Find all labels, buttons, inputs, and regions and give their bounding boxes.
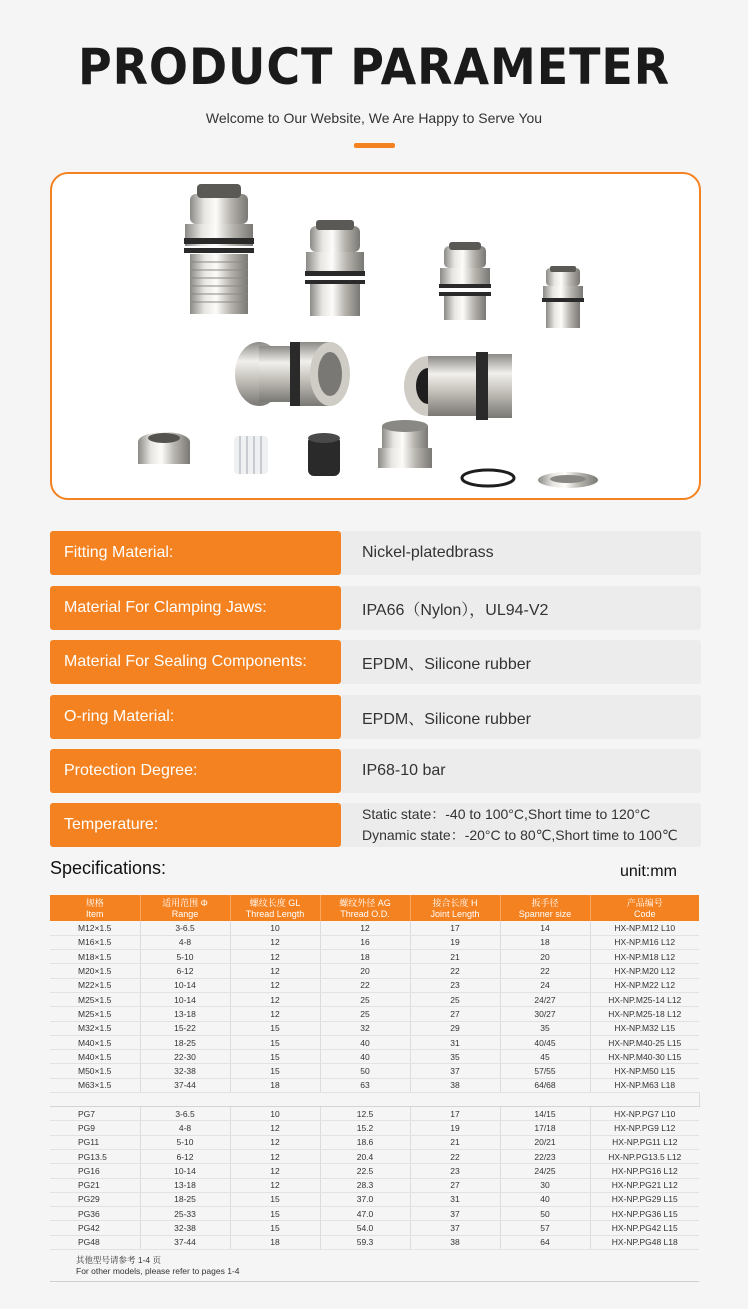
table-cell: M50×1.5	[50, 1064, 140, 1078]
table-cell: 10-14	[140, 978, 230, 992]
table-row	[50, 1207, 699, 1221]
table-cell: PG16	[50, 1164, 140, 1178]
table-cell: M12×1.5	[50, 921, 140, 935]
gland-lying-right	[404, 352, 512, 420]
table-cell: 25-33	[140, 1207, 230, 1221]
table-row	[50, 1021, 699, 1035]
table-cell: 59.3	[320, 1235, 410, 1249]
column-header: 螺纹长度 GL Thread Length	[230, 895, 320, 921]
table-row	[50, 1107, 699, 1121]
table-cell: 10	[230, 921, 320, 935]
table-cell: 12	[320, 921, 410, 935]
table-cell: 6-12	[140, 1149, 230, 1163]
table-cell: 64	[500, 1235, 590, 1249]
param-label: Protection Degree:	[50, 749, 341, 793]
table-cell: 20/21	[500, 1135, 590, 1149]
table-cell: M16×1.5	[50, 935, 140, 949]
param-row-oring-material	[50, 695, 701, 739]
component-body	[378, 420, 432, 468]
page-title: PRODUCT PARAMETER	[77, 38, 671, 96]
table-row	[50, 921, 699, 935]
table-cell: 37	[410, 1207, 500, 1221]
table-cell: M40×1.5	[50, 1050, 140, 1064]
table-cell: 5-10	[140, 950, 230, 964]
table-row	[50, 1192, 699, 1206]
table-cell: 32-38	[140, 1221, 230, 1235]
temperature-dynamic: Dynamic state：-20°C to 80℃,Short time to 100℃	[362, 827, 678, 843]
component-nut	[538, 472, 598, 488]
table-cell: PG29	[50, 1192, 140, 1206]
table-cell: 15	[230, 1207, 320, 1221]
table-cell: 12	[230, 950, 320, 964]
table-cell: 17	[410, 921, 500, 935]
table-cell: 35	[410, 1050, 500, 1064]
table-cell: 57/55	[500, 1064, 590, 1078]
table-cell: 15	[230, 1021, 320, 1035]
table-note-row	[50, 1250, 699, 1282]
table-cell: 37.0	[320, 1192, 410, 1206]
table-cell: 12	[230, 992, 320, 1006]
table-cell: M25×1.5	[50, 992, 140, 1006]
table-cell: 22	[320, 978, 410, 992]
table-cell: 37	[410, 1221, 500, 1235]
table-cell: 23	[410, 1164, 500, 1178]
table-cell: HX-NP.PG13.5 L12	[590, 1149, 699, 1163]
table-row	[50, 978, 699, 992]
table-row	[50, 1035, 699, 1049]
table-cell: 24	[500, 978, 590, 992]
param-label: Fitting Material:	[50, 531, 341, 575]
table-cell: 22	[500, 964, 590, 978]
param-value: Nickel-platedbrass	[341, 531, 701, 575]
component-cap	[138, 432, 190, 464]
param-value: IP68-10 bar	[341, 749, 701, 793]
table-cell: PG11	[50, 1135, 140, 1149]
param-label: O-ring Material:	[50, 695, 341, 739]
table-cell: 18	[230, 1235, 320, 1249]
column-header: 螺纹外径 AG Thread O.D.	[320, 895, 410, 921]
table-cell: 13-18	[140, 1007, 230, 1021]
table-cell: 25	[410, 992, 500, 1006]
table-cell: PG13.5	[50, 1149, 140, 1163]
table-cell: HX-NP.M22 L12	[590, 978, 699, 992]
table-cell: HX-NP.M25-18 L12	[590, 1007, 699, 1021]
table-cell: 15	[230, 1221, 320, 1235]
table-cell: 27	[410, 1178, 500, 1192]
table-cell: HX-NP.M50 L15	[590, 1064, 699, 1078]
table-cell: 18	[230, 1078, 320, 1092]
table-cell: 12	[230, 978, 320, 992]
table-cell: 15-22	[140, 1021, 230, 1035]
table-cell: 32-38	[140, 1064, 230, 1078]
gland-lying-left	[235, 342, 350, 406]
table-cell: 23	[410, 978, 500, 992]
param-label: Temperature:	[50, 803, 341, 847]
table-cell: M20×1.5	[50, 964, 140, 978]
gland-tiny	[542, 266, 584, 328]
table-cell: 20	[500, 950, 590, 964]
table-cell: HX-NP.PG11 L12	[590, 1135, 699, 1149]
param-value: IPA66（Nylon），UL94-V2	[341, 586, 701, 630]
table-cell: 10-14	[140, 992, 230, 1006]
table-cell: 12	[230, 1135, 320, 1149]
temperature-static: Static state：-40 to 100°C,Short time to 120°C	[362, 806, 651, 822]
column-header: 产品编号 Code	[590, 895, 699, 921]
table-cell: 3-6.5	[140, 1107, 230, 1121]
table-cell: 15	[230, 1035, 320, 1049]
accent-divider	[354, 143, 395, 148]
param-label: Material For Clamping Jaws:	[50, 586, 341, 630]
table-row	[50, 1050, 699, 1064]
unit-label: unit:mm	[620, 863, 677, 880]
table-cell: 45	[500, 1050, 590, 1064]
table-cell: HX-NP.M20 L12	[590, 964, 699, 978]
table-cell: HX-NP.M40-30 L15	[590, 1050, 699, 1064]
table-cell: 19	[410, 935, 500, 949]
table-cell: HX-NP.PG9 L12	[590, 1121, 699, 1135]
table-note	[50, 1250, 699, 1282]
table-cell: 12	[230, 935, 320, 949]
table-cell: HX-NP.PG29 L15	[590, 1192, 699, 1206]
table-cell: 14	[500, 921, 590, 935]
table-cell: 40	[500, 1192, 590, 1206]
gland-medium	[305, 220, 365, 316]
table-cell: 40/45	[500, 1035, 590, 1049]
table-cell: 15	[230, 1050, 320, 1064]
table-cell: 47.0	[320, 1207, 410, 1221]
table-cell: 64/68	[500, 1078, 590, 1092]
table-row	[50, 964, 699, 978]
table-cell: HX-NP.M12 L10	[590, 921, 699, 935]
param-row-clamping-jaws	[50, 586, 701, 630]
table-cell: 57	[500, 1221, 590, 1235]
table-row	[50, 1135, 699, 1149]
table-cell: PG7	[50, 1107, 140, 1121]
param-label: Material For Sealing Components:	[50, 640, 341, 684]
column-header: 接合长度 H Joint Length	[410, 895, 500, 921]
specifications-table	[50, 895, 700, 1282]
table-cell: 21	[410, 1135, 500, 1149]
column-header: 适用范围 Φ Range	[140, 895, 230, 921]
cable-gland-illustration	[52, 174, 701, 500]
table-cell: 31	[410, 1035, 500, 1049]
table-cell: 18	[320, 950, 410, 964]
table-cell: 17	[410, 1107, 500, 1121]
table-row	[50, 1078, 699, 1092]
table-cell: 32	[320, 1021, 410, 1035]
table-row	[50, 1178, 699, 1192]
table-cell: 20.4	[320, 1149, 410, 1163]
table-cell: HX-NP.PG42 L15	[590, 1221, 699, 1235]
table-cell: 28.3	[320, 1178, 410, 1192]
table-cell: 30/27	[500, 1007, 590, 1021]
table-cell: 6-12	[140, 964, 230, 978]
param-row-sealing-components	[50, 640, 701, 684]
table-cell: HX-NP.M18 L12	[590, 950, 699, 964]
table-cell: 18.6	[320, 1135, 410, 1149]
table-cell: 24/25	[500, 1164, 590, 1178]
table-cell: 22.5	[320, 1164, 410, 1178]
table-cell: 5-10	[140, 1135, 230, 1149]
table-cell: 15.2	[320, 1121, 410, 1135]
column-header: 规格 Item	[50, 895, 140, 921]
table-cell: 12	[230, 1178, 320, 1192]
table-cell: 30	[500, 1178, 590, 1192]
table-cell: 40	[320, 1050, 410, 1064]
note-english: For other models, please refer to pages 1-4	[76, 1265, 240, 1276]
table-cell: 25	[320, 992, 410, 1006]
table-cell: 21	[410, 950, 500, 964]
table-cell: 3-6.5	[140, 921, 230, 935]
param-row-temperature	[50, 803, 701, 847]
column-header: 扳手径 Spanner size	[500, 895, 590, 921]
table-cell: HX-NP.PG7 L10	[590, 1107, 699, 1121]
table-cell: M32×1.5	[50, 1021, 140, 1035]
table-row	[50, 1064, 699, 1078]
table-cell: 37-44	[140, 1235, 230, 1249]
table-cell: 38	[410, 1235, 500, 1249]
table-cell: M63×1.5	[50, 1078, 140, 1092]
table-cell: 4-8	[140, 1121, 230, 1135]
table-row	[50, 1221, 699, 1235]
table-cell: 22	[410, 1149, 500, 1163]
table-cell: 38	[410, 1078, 500, 1092]
table-cell: PG36	[50, 1207, 140, 1221]
table-cell: 12	[230, 1121, 320, 1135]
table-cell: HX-NP.M25-14 L12	[590, 992, 699, 1006]
table-cell: 10-14	[140, 1164, 230, 1178]
table-cell: HX-NP.PG48 L18	[590, 1235, 699, 1249]
table-cell: HX-NP.PG36 L15	[590, 1207, 699, 1221]
table-row	[50, 1007, 699, 1021]
page-subtitle: Welcome to Our Website, We Are Happy to Serve You	[205, 110, 543, 126]
table-cell: HX-NP.PG21 L12	[590, 1178, 699, 1192]
table-cell: 17/18	[500, 1121, 590, 1135]
table-cell: 12	[230, 1164, 320, 1178]
table-cell: HX-NP.PG16 L12	[590, 1164, 699, 1178]
table-row	[50, 1235, 699, 1249]
table-cell: 22/23	[500, 1149, 590, 1163]
table-row	[50, 950, 699, 964]
table-cell: 18-25	[140, 1035, 230, 1049]
table-cell: HX-NP.M40-25 L15	[590, 1035, 699, 1049]
table-cell: HX-NP.M16 L12	[590, 935, 699, 949]
table-cell: HX-NP.M63 L18	[590, 1078, 699, 1092]
table-cell: 22-30	[140, 1050, 230, 1064]
table-cell: 37-44	[140, 1078, 230, 1092]
table-row	[50, 935, 699, 949]
table-row	[50, 1121, 699, 1135]
table-cell: 54.0	[320, 1221, 410, 1235]
table-cell: 15	[230, 1192, 320, 1206]
table-cell: PG42	[50, 1221, 140, 1235]
table-cell: 19	[410, 1121, 500, 1135]
table-cell: 16	[320, 935, 410, 949]
gland-small	[439, 242, 491, 320]
table-cell: 50	[500, 1207, 590, 1221]
table-cell: 31	[410, 1192, 500, 1206]
component-seal	[308, 433, 340, 476]
table-cell: M18×1.5	[50, 950, 140, 964]
table-cell: PG9	[50, 1121, 140, 1135]
param-value	[341, 803, 701, 847]
table-cell: 12	[230, 1149, 320, 1163]
table-cell: 25	[320, 1007, 410, 1021]
table-row	[50, 1149, 699, 1163]
param-value: EPDM、Silicone rubber	[341, 695, 701, 739]
table-cell: M25×1.5	[50, 1007, 140, 1021]
table-cell: 50	[320, 1064, 410, 1078]
table-header-row	[50, 895, 699, 921]
table-cell: PG21	[50, 1178, 140, 1192]
table-cell: 12	[230, 964, 320, 978]
table-cell: M22×1.5	[50, 978, 140, 992]
table-cell: 37	[410, 1064, 500, 1078]
table-cell: 18	[500, 935, 590, 949]
component-clamp	[234, 436, 268, 474]
param-value: EPDM、Silicone rubber	[341, 640, 701, 684]
param-row-protection-degree	[50, 749, 701, 793]
table-cell: M40×1.5	[50, 1035, 140, 1049]
gland-large	[184, 184, 254, 314]
table-cell: 27	[410, 1007, 500, 1021]
table-cell: HX-NP.M32 L15	[590, 1021, 699, 1035]
table-cell: PG48	[50, 1235, 140, 1249]
table-cell: 4-8	[140, 935, 230, 949]
table-spacer-row	[50, 1093, 699, 1107]
table-cell: 14/15	[500, 1107, 590, 1121]
table-cell: 22	[410, 964, 500, 978]
specifications-heading: Specifications:	[50, 858, 167, 878]
table-cell: 63	[320, 1078, 410, 1092]
component-oring	[462, 470, 514, 486]
product-photo	[50, 172, 701, 500]
table-cell: 35	[500, 1021, 590, 1035]
table-cell: 24/27	[500, 992, 590, 1006]
table-cell: 12	[230, 1007, 320, 1021]
table-cell: 10	[230, 1107, 320, 1121]
table-cell: 29	[410, 1021, 500, 1035]
table-cell: 15	[230, 1064, 320, 1078]
spacer-cell	[50, 1093, 699, 1107]
table-cell: 40	[320, 1035, 410, 1049]
table-cell: 20	[320, 964, 410, 978]
table-row	[50, 1164, 699, 1178]
param-row-fitting-material	[50, 531, 701, 575]
note-chinese: 其他型号请参考 1-4 页	[76, 1254, 162, 1265]
table-cell: 13-18	[140, 1178, 230, 1192]
table-cell: 18-25	[140, 1192, 230, 1206]
table-cell: 12.5	[320, 1107, 410, 1121]
table-row	[50, 992, 699, 1006]
